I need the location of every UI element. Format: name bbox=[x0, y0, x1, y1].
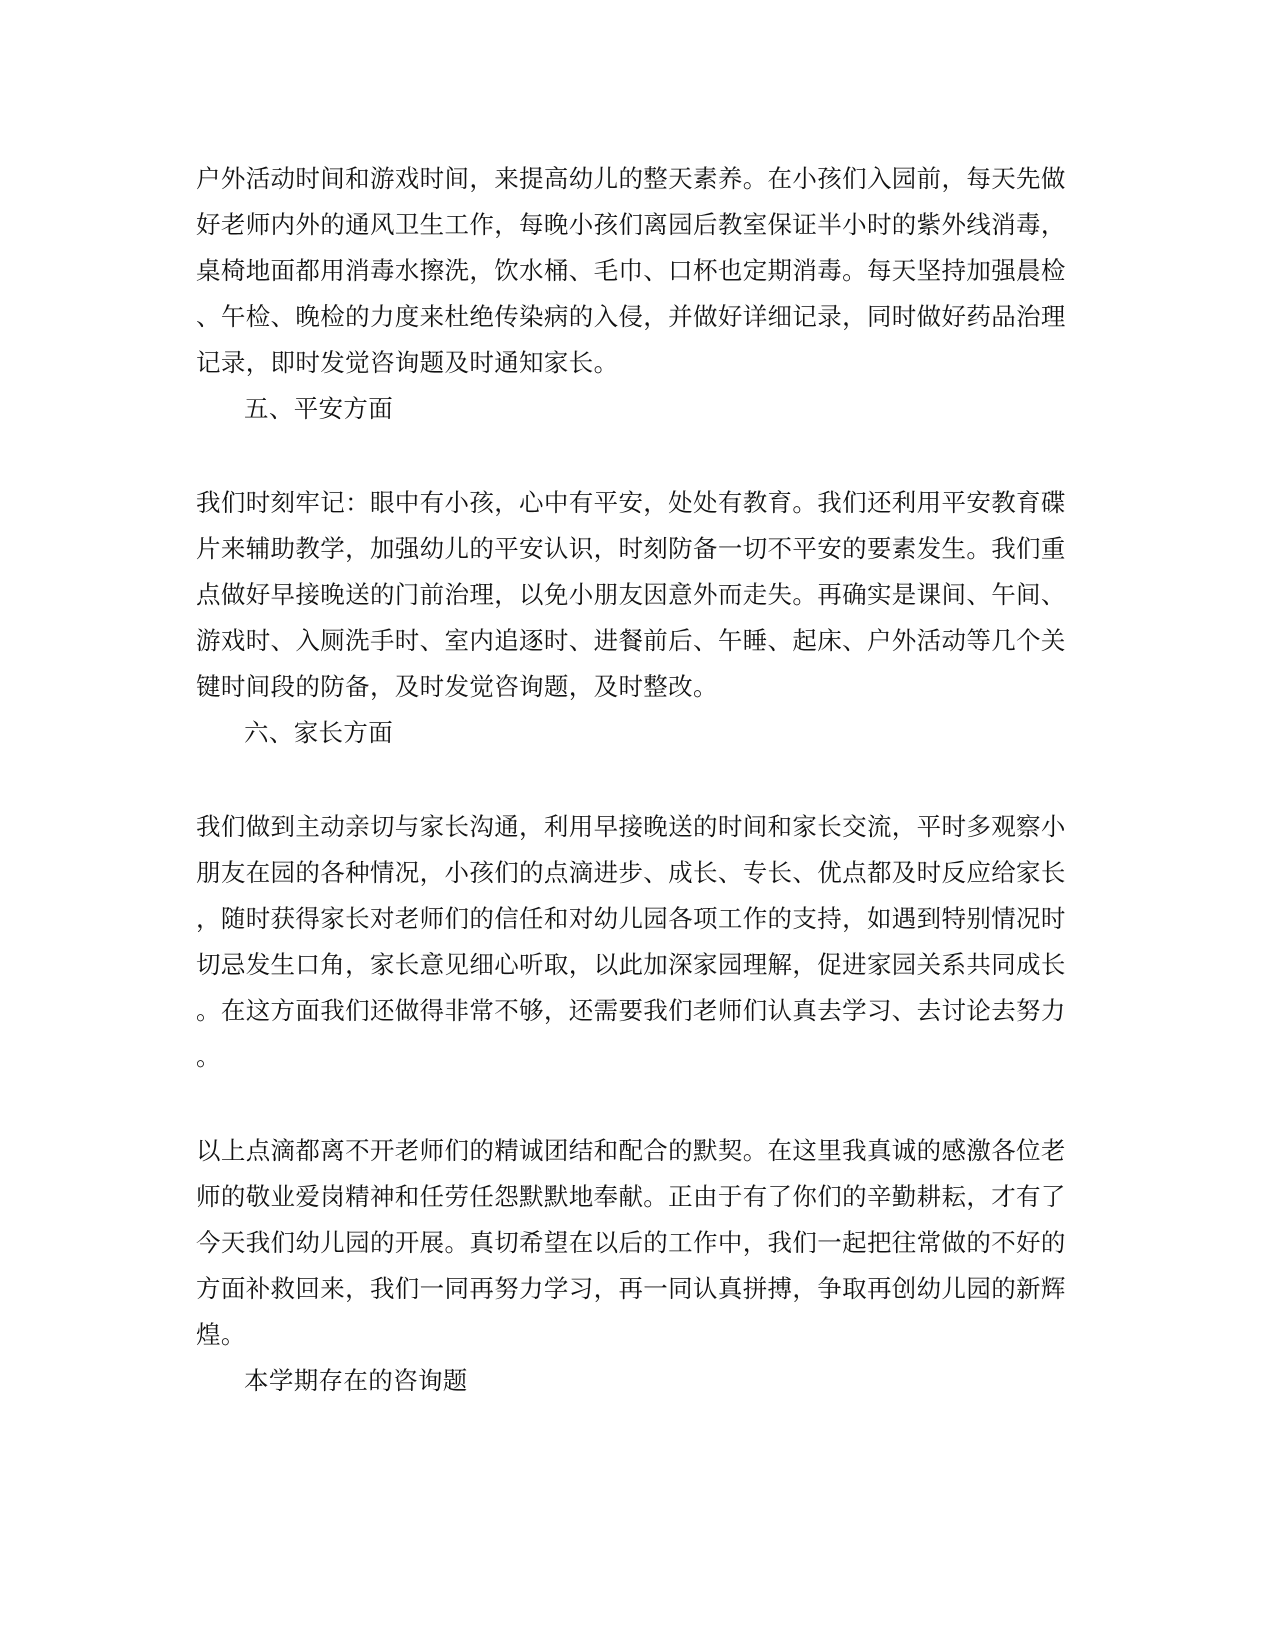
body-text-line: 点做好早接晚送的门前治理，以免小朋友因意外而走失。再确实是课间、午间、 bbox=[196, 580, 1066, 609]
body-text-line: 记录，即时发觉咨询题及时通知家长。 bbox=[196, 348, 619, 377]
body-text-line: 我们时刻牢记：眼中有小孩，心中有平安，处处有教育。我们还利用平安教育碟 bbox=[196, 488, 1066, 517]
body-text-line: 以上点滴都离不开老师们的精诚团结和配合的默契。在这里我真诚的感激各位老 bbox=[196, 1136, 1066, 1165]
body-text-line: 今天我们幼儿园的开展。真切希望在以后的工作中，我们一起把往常做的不好的 bbox=[196, 1228, 1066, 1257]
body-text-line: ，随时获得家长对老师们的信任和对幼儿园各项工作的支持，如遇到特别情况时 bbox=[196, 904, 1066, 933]
body-text-line: 片来辅助教学，加强幼儿的平安认识，时刻防备一切不平安的要素发生。我们重 bbox=[196, 534, 1066, 563]
body-text-line: 键时间段的防备，及时发觉咨询题，及时整改。 bbox=[196, 672, 718, 701]
section-heading: 本学期存在的咨询题 bbox=[244, 1366, 468, 1395]
body-text-line: 方面补救回来，我们一同再努力学习，再一同认真拼搏，争取再创幼儿园的新辉 bbox=[196, 1274, 1066, 1303]
body-text-line: 、午检、晚检的力度来杜绝传染病的入侵，并做好详细记录，同时做好药品治理 bbox=[196, 302, 1066, 331]
body-text-line: 游戏时、入厕洗手时、室内追逐时、进餐前后、午睡、起床、户外活动等几个关 bbox=[196, 626, 1066, 655]
body-text-line: 桌椅地面都用消毒水擦洗，饮水桶、毛巾、口杯也定期消毒。每天坚持加强晨检 bbox=[196, 256, 1066, 285]
section-heading: 六、家长方面 bbox=[244, 718, 394, 747]
body-text-line: 朋友在园的各种情况，小孩们的点滴进步、成长、专长、优点都及时反应给家长 bbox=[196, 858, 1066, 887]
body-text-line: 好老师内外的通风卫生工作，每晚小孩们离园后教室保证半小时的紫外线消毒， bbox=[196, 210, 1066, 239]
body-text-line: 师的敬业爱岗精神和任劳任怨默默地奉献。正由于有了你们的辛勤耕耘，才有了 bbox=[196, 1182, 1066, 1211]
body-text-line: 。在这方面我们还做得非常不够，还需要我们老师们认真去学习、去讨论去努力 bbox=[196, 996, 1066, 1025]
body-text-line: 户外活动时间和游戏时间，来提高幼儿的整天素养。在小孩们入园前，每天先做 bbox=[196, 164, 1066, 193]
body-text-line: 我们做到主动亲切与家长沟通，利用早接晚送的时间和家长交流，平时多观察小 bbox=[196, 812, 1066, 841]
body-text-line: 。 bbox=[196, 1042, 221, 1071]
body-text-line: 煌。 bbox=[196, 1320, 246, 1349]
section-heading: 五、平安方面 bbox=[244, 394, 394, 423]
body-text-line: 切忌发生口角，家长意见细心听取，以此加深家园理解，促进家园关系共同成长 bbox=[196, 950, 1066, 979]
